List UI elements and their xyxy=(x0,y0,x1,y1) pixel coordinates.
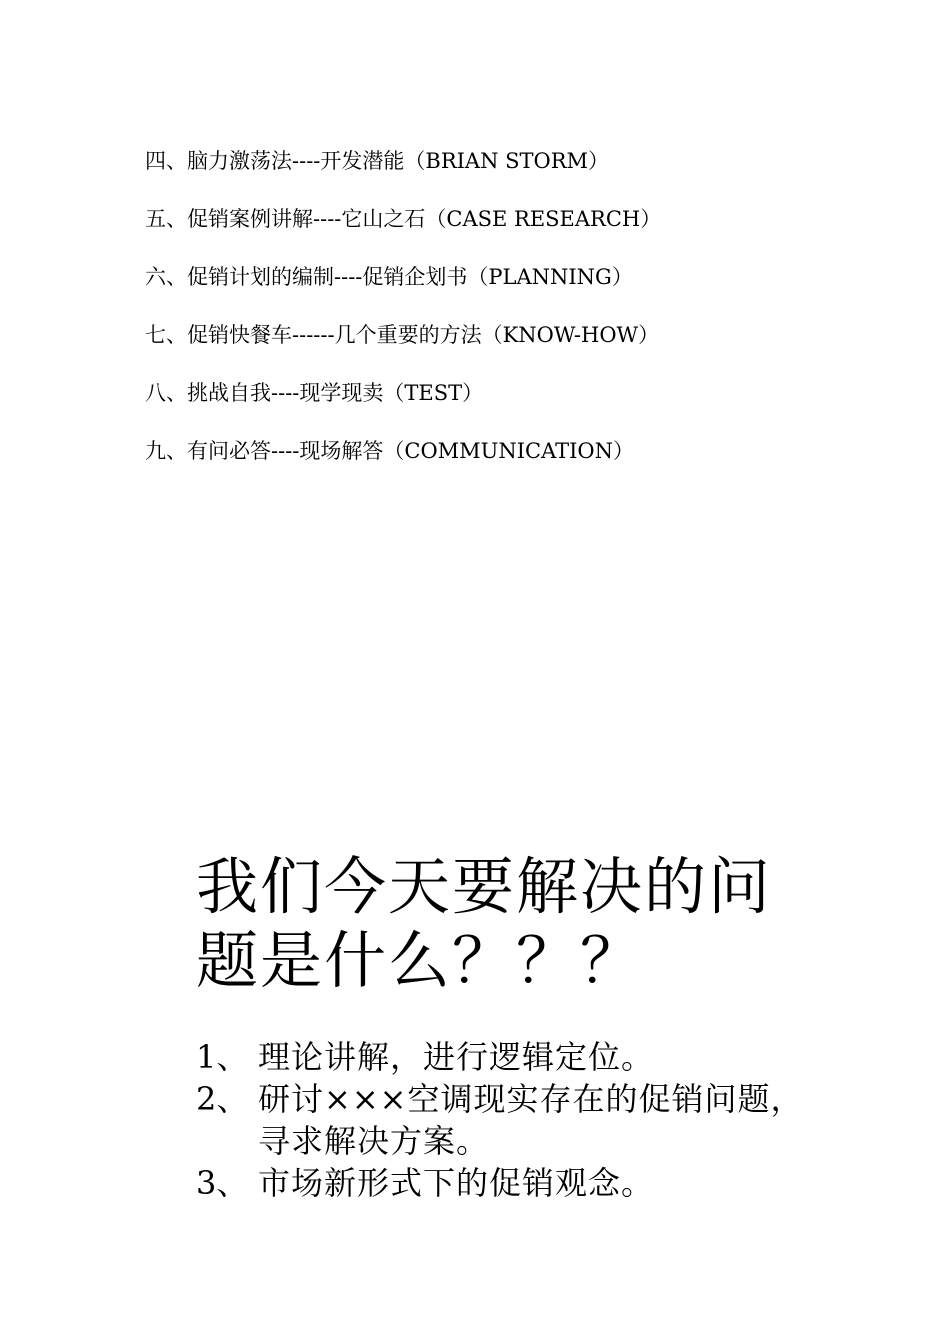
question-heading-line-2: 题是什么？？？ xyxy=(196,924,645,997)
agenda-point xyxy=(196,1078,836,1162)
outline-item-4: 四、脑力激荡法----开发潜能（BRIAN STORM） xyxy=(145,149,610,173)
outline-item-6: 六、促销计划的编制----促销企划书（PLANNING） xyxy=(145,265,633,289)
agenda-point-number: 1、 xyxy=(196,1038,249,1076)
outline-item-9: 九、有问必答----现场解答（COMMUNICATION） xyxy=(145,439,635,463)
outline-item-7: 七、促销快餐车------几个重要的方法（KNOW-HOW） xyxy=(145,323,660,347)
agenda-point-text: 市场新形式下的促销观念。 xyxy=(258,1164,655,1202)
outline-item-5: 五、促销案例讲解----它山之石（CASE RESEARCH） xyxy=(145,207,662,231)
agenda-point xyxy=(196,1036,836,1078)
course-outline-list xyxy=(145,145,865,493)
question-heading xyxy=(196,850,836,998)
agenda-point-number: 2、 xyxy=(196,1080,249,1118)
agenda-points-list xyxy=(196,1036,836,1204)
outline-item-8: 八、挑战自我----现学现卖（TEST） xyxy=(145,381,484,405)
agenda-point-number: 3、 xyxy=(196,1164,249,1202)
question-heading-line-1: 我们今天要解决的问 xyxy=(196,850,773,923)
agenda-point xyxy=(196,1162,836,1204)
agenda-point-text: 研讨×××空调现实存在的促销问题，寻求解决方案。 xyxy=(258,1080,804,1160)
agenda-point-text: 理论讲解，进行逻辑定位。 xyxy=(258,1038,655,1076)
